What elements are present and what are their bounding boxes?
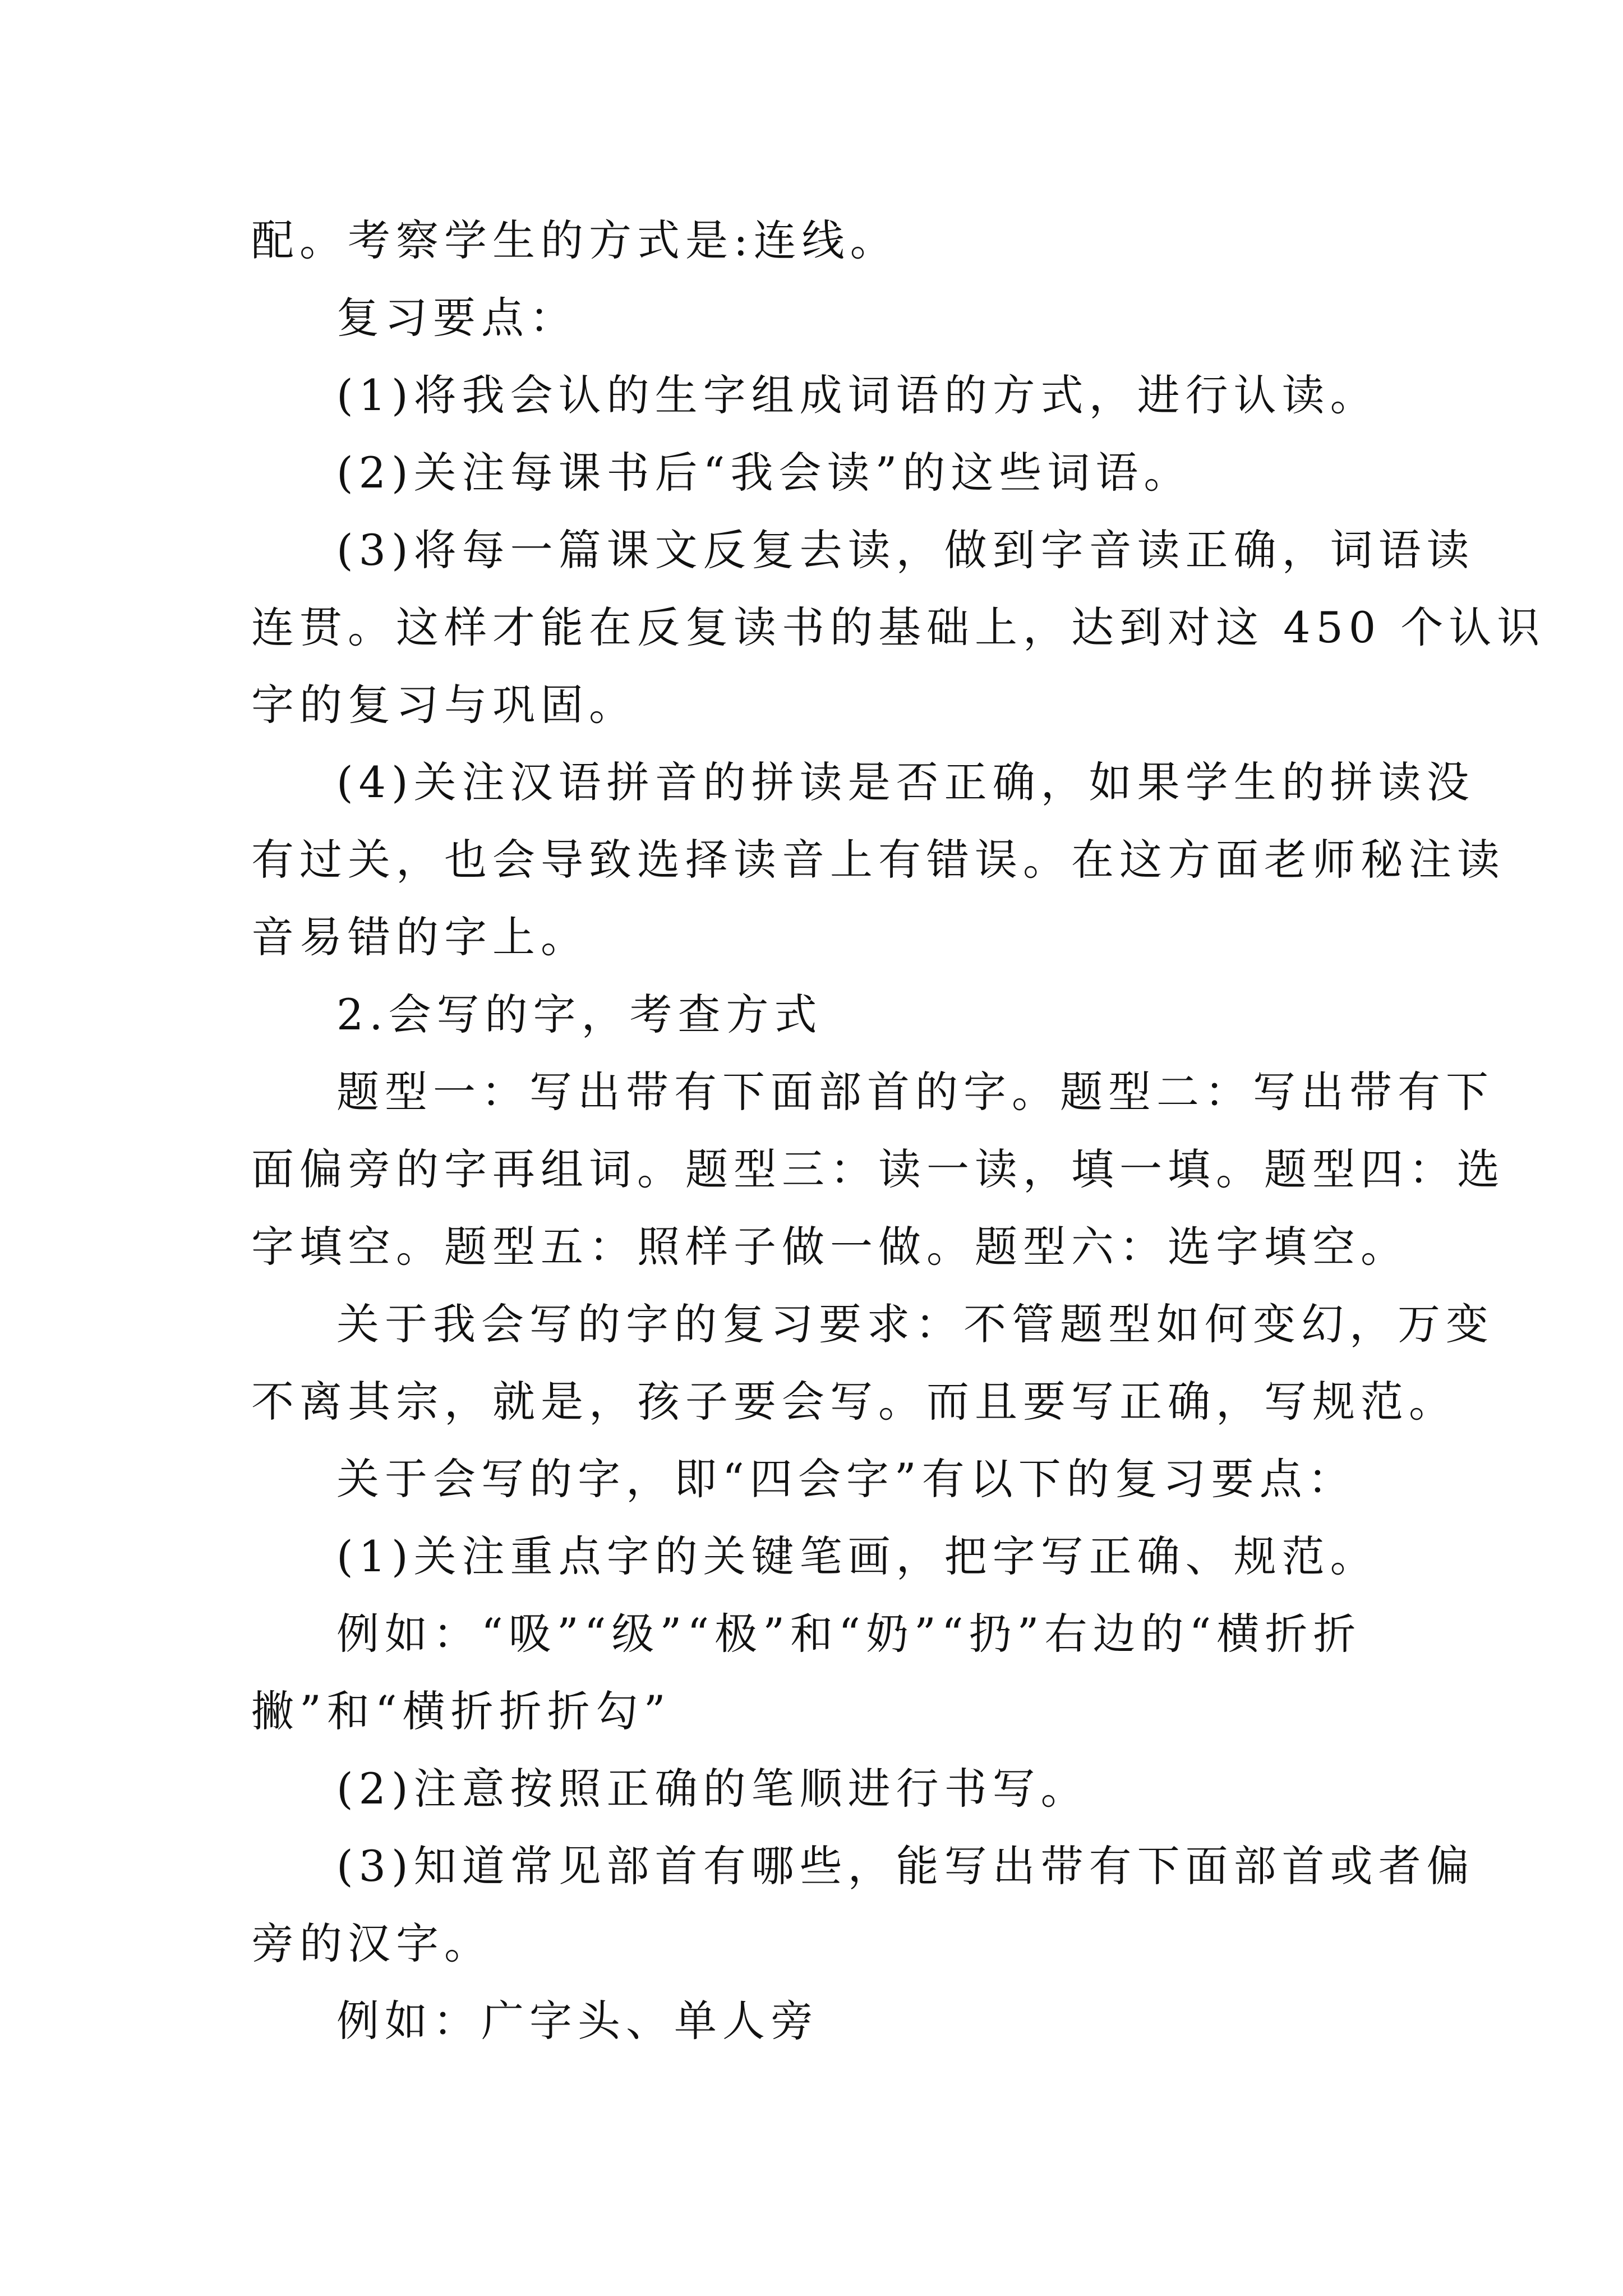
text-line-12: 题型一：写出带有下面部首的字。题型二：写出带有下 [336,1067,1494,1117]
text-line-15: 关于我会写的字的复习要求：不管题型如何变幻，万变 [336,1299,1494,1349]
text-line-6: 连贯。这样才能在反复读书的基础上，达到对这 450 个认识 [251,602,1546,652]
text-line-21: (2)注意按照正确的笔顺进行书写。 [336,1764,1089,1814]
text-line-17: 关于会写的字，即“四会字”有以下的复习要点： [336,1454,1356,1504]
document-body [251,202,1546,2060]
text-line-18: (1)关注重点字的关键笔画，把字写正确、规范。 [336,1531,1378,1581]
text-line-11: 2.会写的字，考查方式 [336,990,823,1039]
text-line-1: 配。考察学生的方式是:连线。 [251,215,898,265]
text-line-4: (2)关注每课书后“我会读”的这些词语。 [336,448,1192,498]
text-line-22: (3)知道常见部首有哪些，能写出带有下面部首或者偏 [336,1841,1475,1891]
text-line-23: 旁的汉字。 [251,1918,492,1968]
text-line-14: 字填空。题型五：照样子做一做。题型六：选字填空。 [251,1222,1409,1272]
text-line-19: 例如：“吸”“级”“极”和“奶”“扔”右边的“横折折 [336,1609,1362,1659]
text-line-8: (4)关注汉语拼音的拼读是否正确，如果学生的拼读没 [336,757,1475,807]
text-line-16: 不离其宗，就是，孩子要会写。而且要写正确，写规范。 [251,1377,1457,1427]
text-line-5: (3)将每一篇课文反复去读，做到字音读正确，词语读 [336,525,1475,575]
text-line-20: 撇”和“横折折折勾” [251,1686,671,1736]
text-line-13: 面偏旁的字再组词。题型三：读一读，填一填。题型四：选 [251,1144,1505,1194]
text-line-24: 例如：广字头、单人旁 [336,1996,819,2046]
text-line-7: 字的复习与巩固。 [251,680,637,730]
text-line-3: (1)将我会认的生字组成词语的方式，进行认读。 [336,370,1378,420]
text-line-9: 有过关，也会导致选择读音上有错误。在这方面老师秘注读 [251,835,1505,885]
text-line-2: 复习要点： [336,293,578,343]
text-line-10: 音易错的字上。 [251,912,589,962]
